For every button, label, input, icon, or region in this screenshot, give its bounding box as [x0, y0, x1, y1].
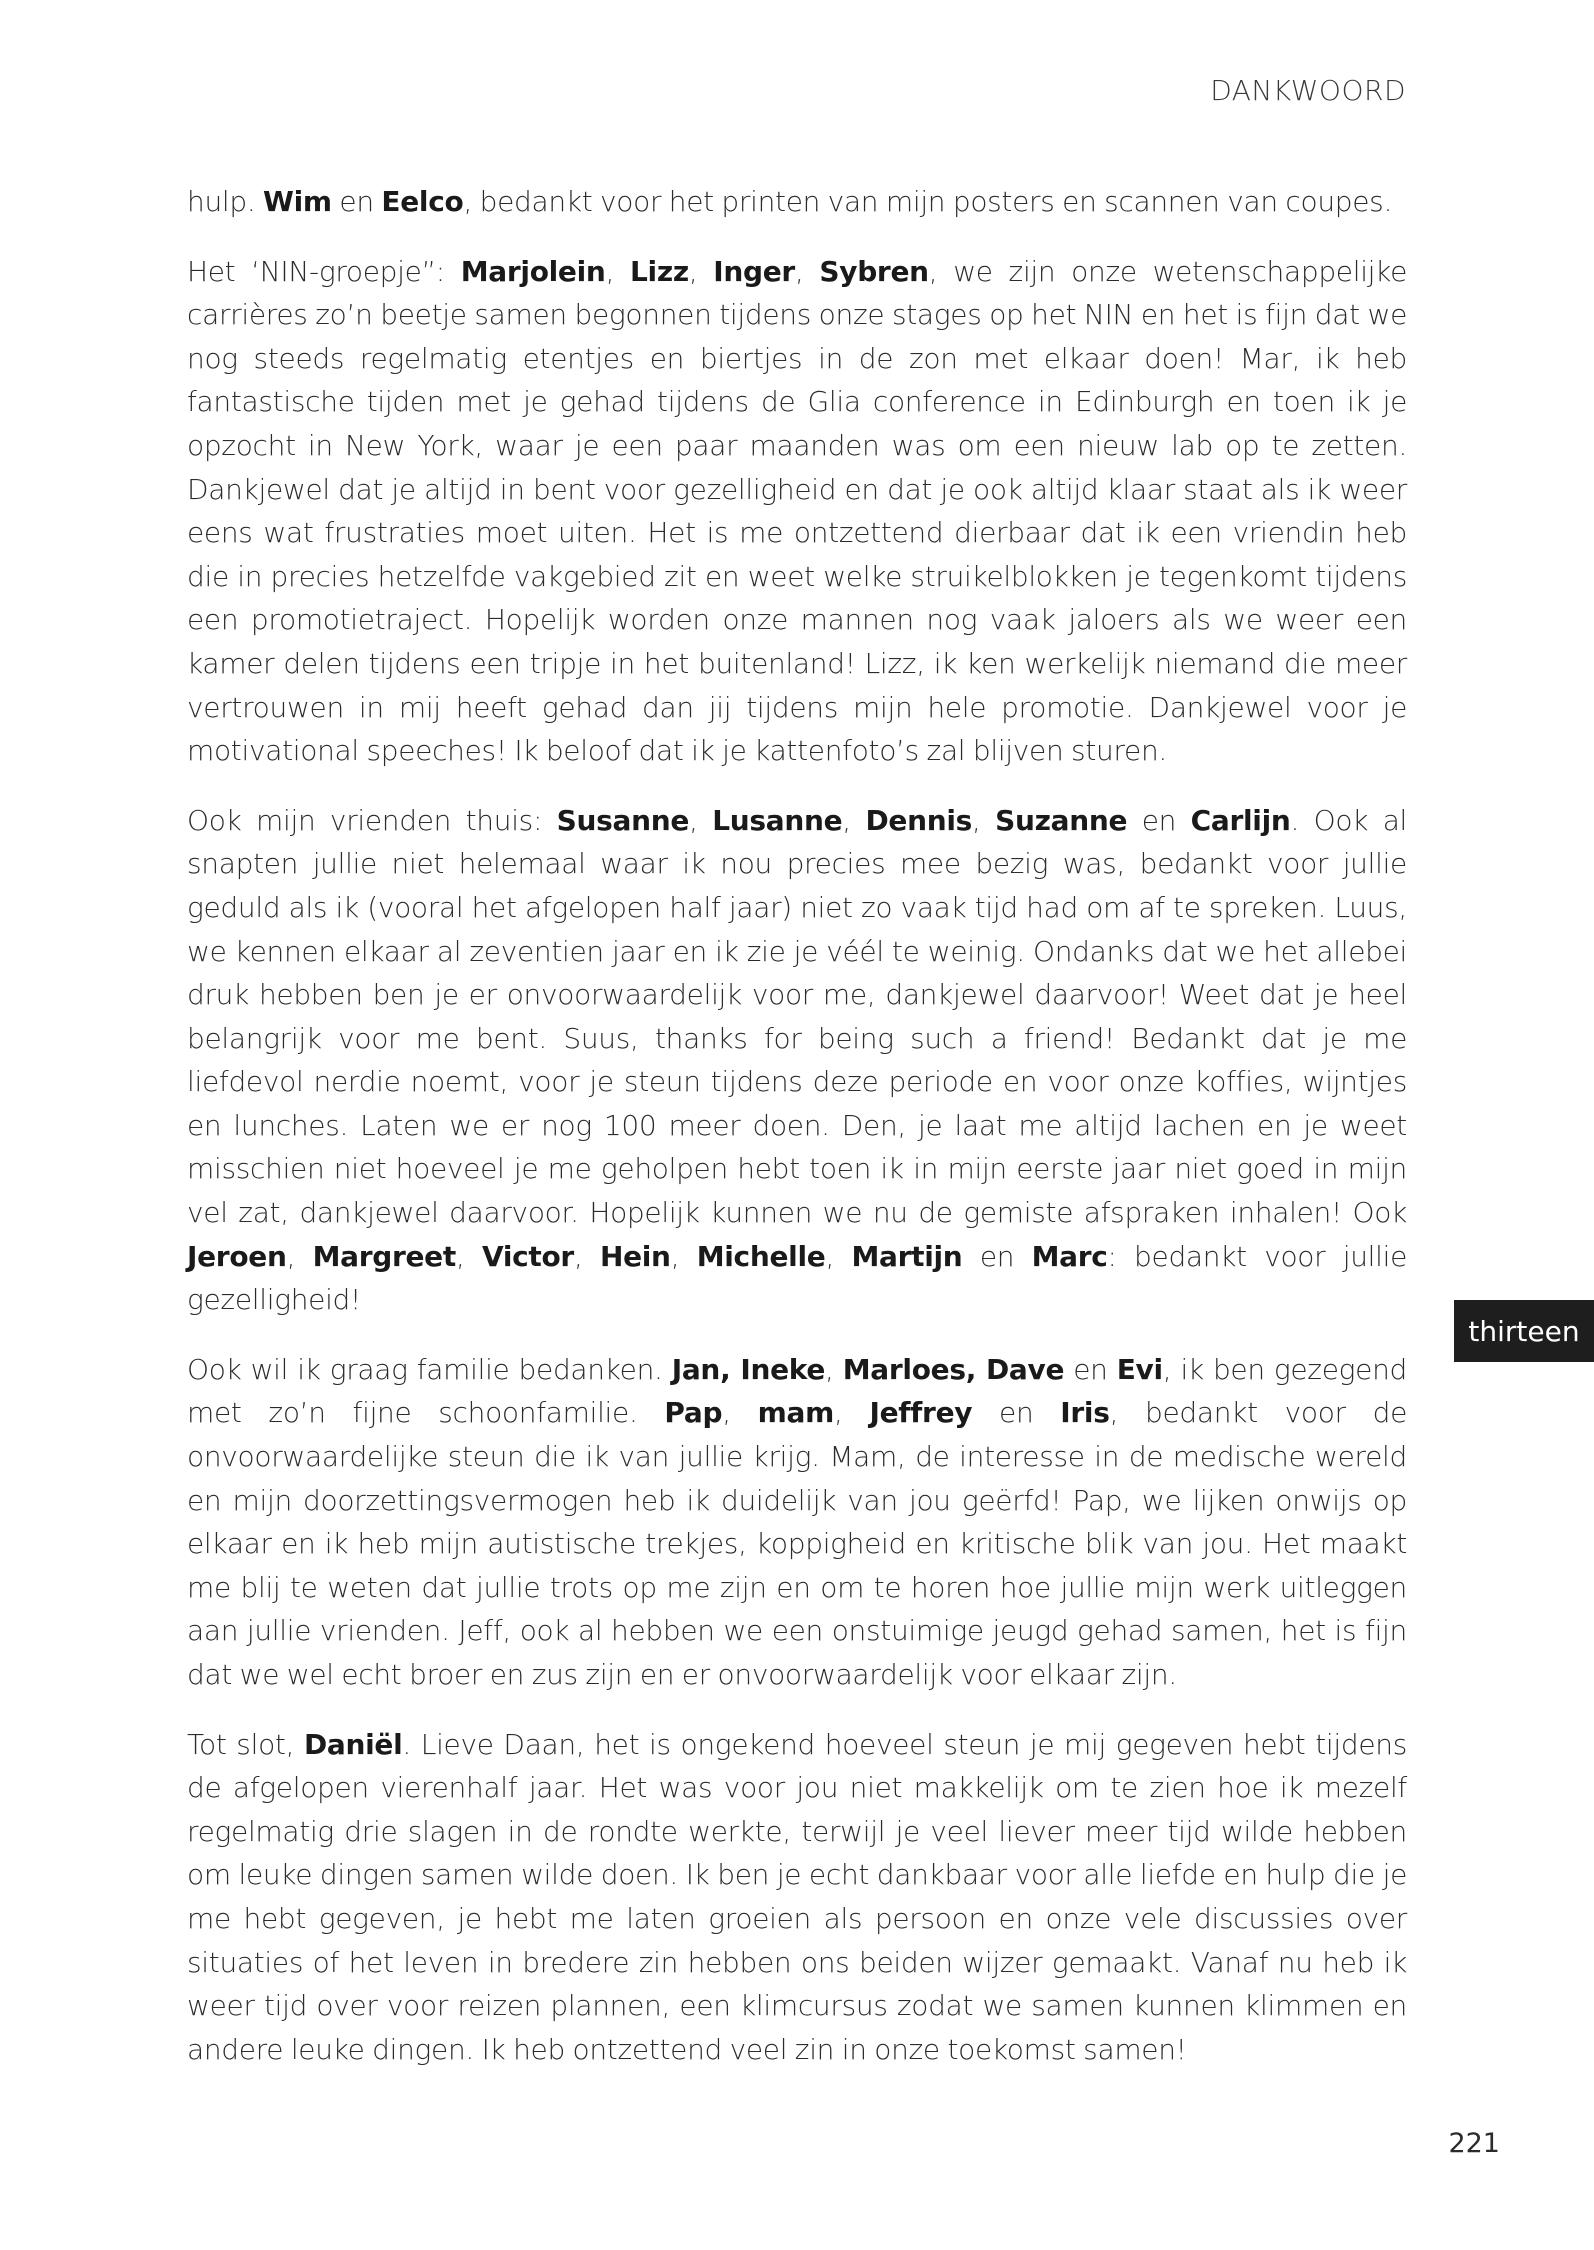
name-highlight: Carlijn [1190, 803, 1291, 837]
paragraph-2 [187, 250, 1407, 773]
text-run: , [825, 1239, 852, 1273]
name-highlight: Lusanne [712, 803, 843, 837]
page-body [187, 180, 1407, 2097]
text-run: Het ‘NIN-groepje”: [187, 254, 461, 288]
name-highlight: Eelco [381, 185, 464, 218]
name-highlight: Daniël [303, 1727, 403, 1761]
name-highlight: Inger [713, 254, 795, 288]
text-run: Tot slot, [187, 1727, 304, 1761]
paragraph-4 [187, 1348, 1407, 1697]
text-run: , [689, 803, 713, 837]
name-highlight: Jeffrey [869, 1396, 973, 1430]
name-highlight: Hein [599, 1239, 671, 1273]
name-highlight: Jan, Ineke [671, 1352, 826, 1386]
chapter-tab: thirteen [1454, 1300, 1594, 1362]
name-highlight: Victor [481, 1239, 574, 1273]
text-run: . Lieve Daan, het is ongekend hoeveel steun je mij gegeven hebt tijdens de afgelopen vierenhalf jaar. Het was voor jou niet makkelijk om te zien hoe ik mezelf regelmatig drie slagen in de rondte werkte, terwijl je veel liever meer tijd wilde hebben om leuke dingen samen wilde doen. Ik ben je echt dankbaar voor alle liefde en hulp die je me hebt gegeven, je hebt me laten groeien als persoon en onze vele discussies over situaties of het leven in bredere zin hebben ons beiden wijzer gemaakt. Vanaf nu heb ik weer tijd over voor reizen plannen, een klimcursus zodat we samen kunnen klimmen en andere leuke dingen. Ik heb ontzettend veel zin in onze toekomst samen! [187, 1727, 1408, 2066]
text-run: , [972, 803, 996, 837]
name-highlight: Sybren [819, 254, 929, 288]
paragraph-1 [187, 180, 1407, 224]
name-highlight: Jeroen [187, 1239, 287, 1273]
text-run: , [794, 254, 820, 288]
name-highlight: Suzanne [995, 803, 1128, 837]
text-run: en [331, 185, 382, 218]
name-highlight: Martijn [851, 1239, 963, 1273]
name-highlight: mam [757, 1396, 835, 1430]
name-highlight: Margreet [312, 1239, 456, 1273]
running-header: DANKWOORD [1210, 74, 1406, 107]
name-highlight: Lizz [629, 254, 689, 288]
text-run: Ook wil ik graag familie bedanken. [187, 1352, 672, 1386]
text-run: , [688, 254, 714, 288]
name-highlight: Dennis [865, 803, 973, 837]
text-run: en [962, 1239, 1032, 1273]
text-run: en [972, 1396, 1061, 1430]
text-run: Ook mijn vrienden thuis: [187, 803, 557, 837]
text-run: , [670, 1239, 697, 1273]
paragraph-5 [187, 1723, 1407, 2072]
name-highlight: Marjolein [460, 254, 606, 288]
text-run: en [1064, 1352, 1117, 1386]
name-highlight: Pap [664, 1396, 723, 1430]
name-highlight: Susanne [556, 803, 690, 837]
name-highlight: Michelle [696, 1239, 826, 1273]
name-highlight: Marloes, Dave [842, 1352, 1065, 1386]
text-run: . Ook al snapten jullie niet helemaal waar ik nou precies mee bezig was, bedankt voor jullie geduld als ik (vooral het afgelopen half jaar) niet zo vaak tijd had om af te spreken. Luus, we kennen elkaar al zeventien jaar en ik zie je véél te weinig. Ondanks dat we het allebei druk hebben ben je er onvoorwaardelijk voor me, dankjewel daarvoor! Weet dat je heel belangrijk voor me bent. Suus, thanks for being such a friend! Bedankt dat je me liefdevol nerdie noemt, voor je steun tijdens deze periode en voor onze koffies, wijntjes en lunches. Laten we er nog 100 meer doen. Den, je laat me altijd lachen en je weet misschien niet hoeveel je me geholpen hebt toen ik in mijn eerste jaar niet goed in mijn vel zat, dankjewel daarvoor. Hopelijk kunnen we nu de gemiste afspraken inhalen! Ook [187, 803, 1408, 1230]
text-run: , [842, 803, 866, 837]
name-highlight: Evi [1116, 1352, 1163, 1386]
text-run: , [834, 1396, 870, 1430]
name-highlight: Marc [1031, 1239, 1108, 1273]
page-number: 221 [1448, 2128, 1500, 2159]
text-run: , ik ben gezegend met zo’n fijne schoonfamilie. [187, 1352, 1407, 1430]
paragraph-3 [187, 799, 1407, 1322]
text-run: , we zijn onze wetenschappelijke carrières zo’n beetje samen begonnen tijdens onze stages op het NIN en het is fijn dat we nog steeds regelmatig etentjes en biertjes in de zon met elkaar doen! Mar, ik heb fantastische tijden met je gehad tijdens de Glia conference in Edinburgh en toen ik je opzocht in New York, waar je een paar maanden was om een nieuw lab op te zetten. Dankjewel dat je altijd in bent voor gezelligheid en dat je ook altijd klaar staat als ik weer eens wat frustraties moet uiten. Het is me ontzettend dierbaar dat ik een vriendin heb die in precies hetzelfde vakgebied zit en weet welke struikelblokken je tegenkomt tijdens een promotietraject. Hopelijk worden onze mannen nog vaak jaloers als we weer een kamer delen tijdens een tripje in het buitenland! Lizz, ik ken werkelijk niemand die meer vertrouwen in mij heeft gehad dan jij tijdens mijn hele promotie. Dankjewel voor je motivational speeches! Ik beloof dat ik je kattenfoto’s zal blijven sturen. [187, 254, 1408, 768]
text-run: , [722, 1396, 758, 1430]
text-run: en [1127, 803, 1191, 837]
text-run: , [605, 254, 630, 288]
text-run: , [286, 1239, 313, 1273]
text-run: , bedankt voor de onvoorwaardelijke steun die ik van jullie krijg. Mam, de interesse in de medische wereld en mijn doorzettingsvermogen heb ik duidelijk van jou geërfd! Pap, we lijken onwijs op elkaar en ik heb mijn autistische trekjes, koppigheid en kritische blik van jou. Het maakt me blij te weten dat jullie trots op me zijn en om te horen hoe jullie mijn werk uitleggen aan jullie vrienden. Jeff, ook al hebben we een onstuimige jeugd gehad samen, het is fijn dat we wel echt broer en zus zijn en er onvoorwaardelijk voor elkaar zijn. [187, 1396, 1408, 1691]
name-highlight: Wim [263, 185, 332, 218]
name-highlight: Iris [1060, 1396, 1110, 1430]
text-run: , bedankt voor het printen van mijn posters en scannen van coupes. [463, 185, 1393, 218]
text-run: hulp. [187, 185, 264, 218]
text-run: , [455, 1239, 482, 1273]
text-run: : bedankt voor jullie gezelligheid! [187, 1239, 1408, 1317]
text-run: , [573, 1239, 600, 1273]
text-run: , [825, 1352, 843, 1386]
